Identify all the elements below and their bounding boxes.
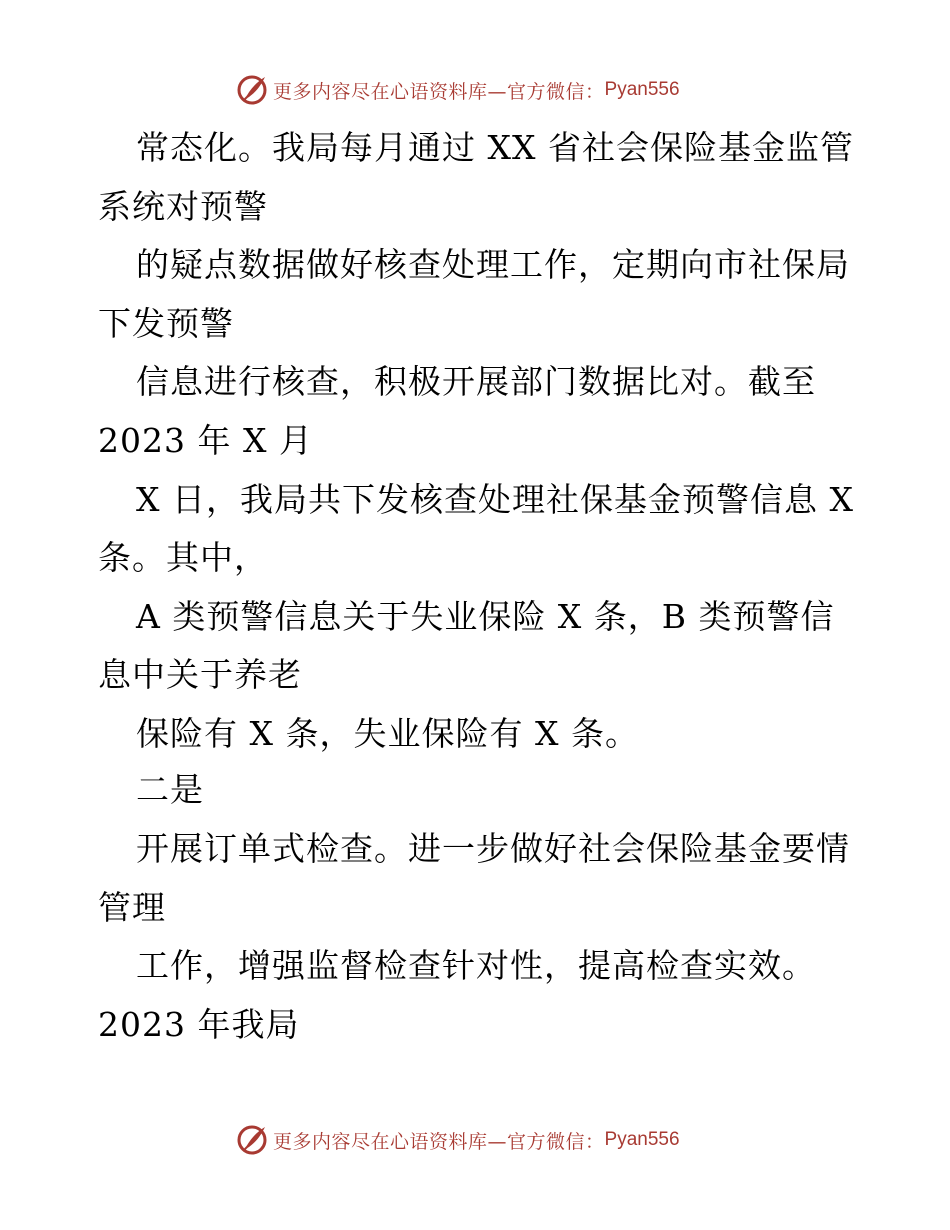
text-line: 保险有 X 条，失业保险有 X 条。 <box>136 714 639 753</box>
watermark-wechat-id: Pyan556 <box>604 79 680 100</box>
header-watermark <box>235 72 680 108</box>
text-line: 息中关于养老 <box>98 655 302 694</box>
text-line: 系统对预警 <box>98 187 268 226</box>
text-line: 2023 年我局 <box>98 1005 300 1044</box>
watermark-text: 更多内容尽在心语资料库—官方微信： <box>273 80 605 103</box>
text-line: 管理 <box>98 888 166 927</box>
text-line: 信息进行核查，积极开展部门数据比对。截至 <box>136 362 816 401</box>
text-line: 条。其中， <box>98 538 268 577</box>
text-line: 常态化。我局每月通过 XX 省社会保险基金监管 <box>136 128 854 167</box>
feather-logo-icon <box>235 1123 269 1157</box>
watermark-text: 更多内容尽在心语资料库—官方微信： <box>273 1130 605 1153</box>
text-line: 二是 <box>136 770 204 809</box>
text-line: A 类预警信息关于失业保险 X 条，B 类预警信 <box>136 597 835 636</box>
text-line: 的疑点数据做好核查处理工作，定期向市社保局 <box>136 245 850 284</box>
watermark-wechat-id: Pyan556 <box>604 1129 680 1150</box>
feather-logo-icon <box>235 73 269 107</box>
footer-watermark <box>235 1122 680 1158</box>
text-line: 2023 年 X 月 <box>98 421 313 460</box>
text-line: 工作，增强监督检查针对性，提高检查实效。 <box>136 946 816 985</box>
text-line: 下发预警 <box>98 304 234 343</box>
text-line: 开展订单式检查。进一步做好社会保险基金要情 <box>136 829 850 868</box>
text-line: X 日，我局共下发核查处理社保基金预警信息 X <box>136 480 854 519</box>
